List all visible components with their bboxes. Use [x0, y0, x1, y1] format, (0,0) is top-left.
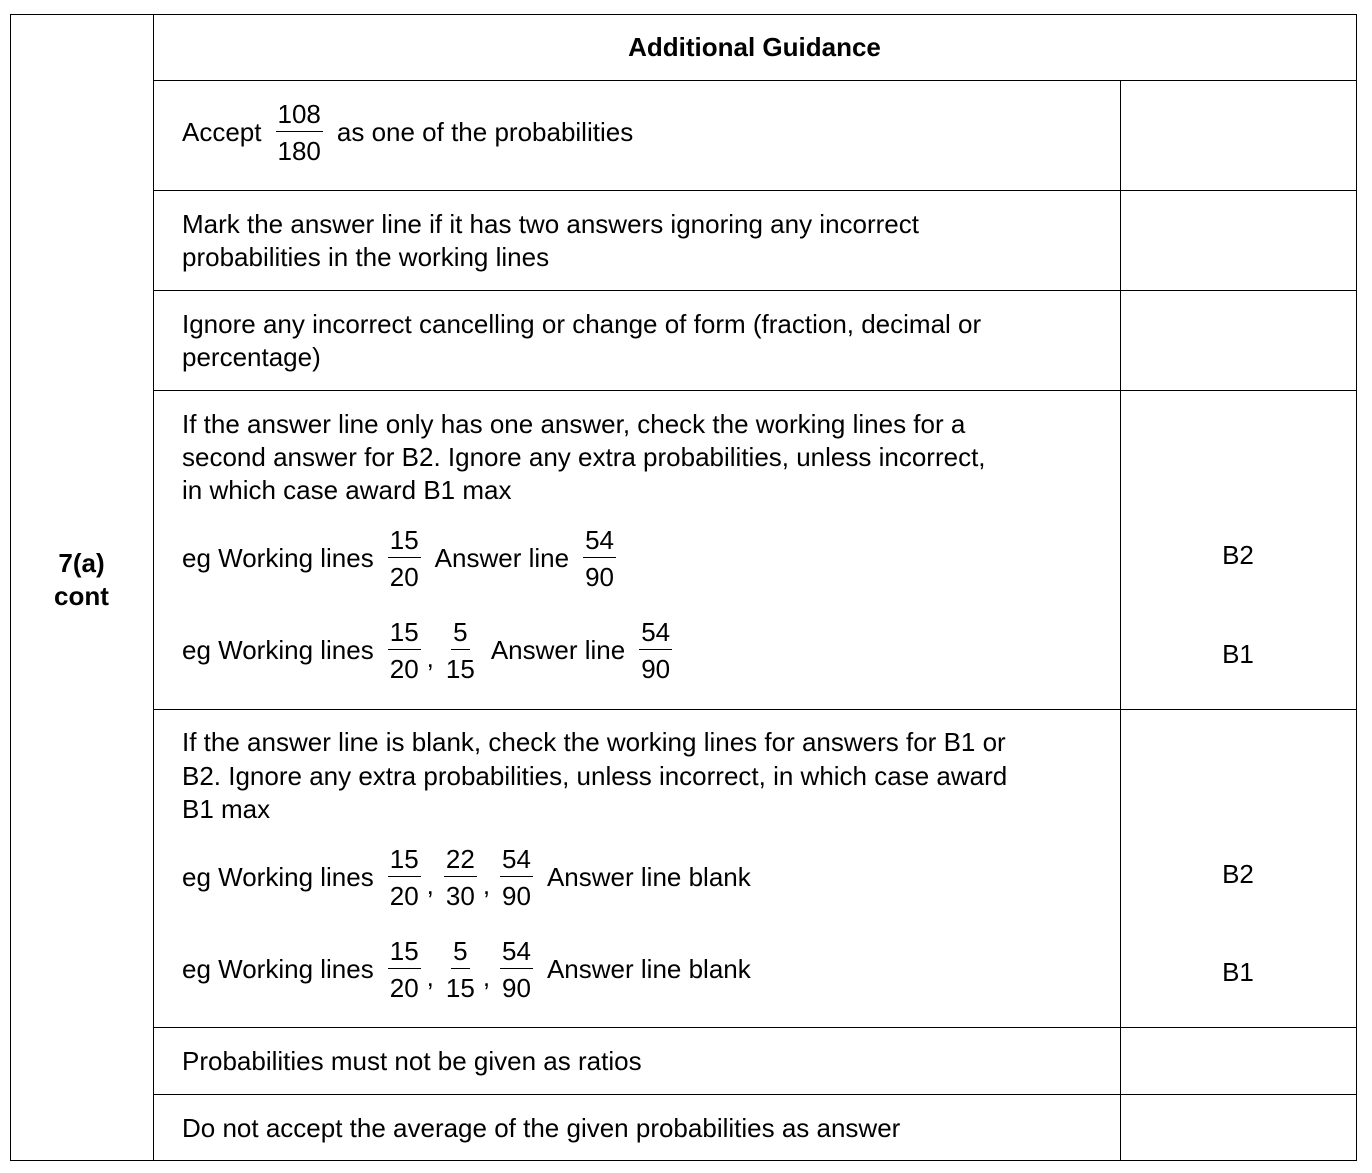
- guidance-text: Mark the answer line if it has two answers ignoring any incorrect: [182, 209, 919, 239]
- working-fraction: $\frac{15}{20}$: [389, 617, 419, 684]
- row-divider: [153, 1094, 1357, 1095]
- answer-label: Answer line: [434, 543, 570, 573]
- fraction-108-180: $\frac{108}{180}$: [277, 99, 321, 166]
- mark-b1: B1: [1222, 957, 1254, 987]
- mark-b2: B2: [1222, 859, 1254, 889]
- answer-label: Answer line blank: [546, 954, 751, 984]
- working-fraction: $\frac{54}{90}$: [502, 844, 531, 911]
- accept-label: Accept: [182, 117, 262, 147]
- example-prefix: eg Working lines: [182, 543, 374, 573]
- guidance-text: B2. Ignore any extra probabilities, unless incorrect, in which case award: [182, 761, 1008, 791]
- working-fraction: $\frac{54}{90}$: [502, 936, 531, 1003]
- working-fraction: $\frac{5}{15}$: [445, 936, 475, 1003]
- working-fraction: $\frac{5}{15}$: [445, 617, 475, 684]
- example-prefix: eg Working lines: [182, 954, 374, 984]
- answer-label: Answer line: [490, 635, 626, 665]
- answer-fraction: $\frac{54}{90}$: [641, 617, 671, 684]
- example-row: eg Working lines $\frac{15}{20}$ , $\frac{22}{30}$ , $\frac{54}{90}$ Answer line blank: [182, 844, 751, 911]
- guidance-text: in which case award B1 max: [182, 475, 512, 505]
- row-divider: [153, 190, 1357, 191]
- working-fraction: $\frac{15}{20}$: [389, 844, 419, 911]
- column-divider-mark: [1120, 80, 1121, 1161]
- example-prefix: eg Working lines: [182, 635, 374, 665]
- guidance-text: Ignore any incorrect cancelling or change of form (fraction, decimal or: [182, 309, 982, 339]
- guidance-text: If the answer line only has one answer, check the working lines for a: [182, 409, 966, 439]
- example-row: eg Working lines $\frac{15}{20}$ , $\frac{5}{15}$ , $\frac{54}{90}$ Answer line blank: [182, 936, 751, 1003]
- mark-b1: B1: [1222, 639, 1254, 669]
- guidance-text: Probabilities must not be given as ratios: [182, 1046, 642, 1076]
- row-divider: [153, 390, 1357, 391]
- question-cont: cont: [54, 581, 109, 611]
- guidance-text: percentage): [182, 342, 321, 372]
- accept-text: as one of the probabilities: [336, 117, 634, 147]
- answer-label: Answer line blank: [546, 862, 751, 892]
- mark-b2: B2: [1222, 540, 1254, 570]
- guidance-text: If the answer line is blank, check the working lines for answers for B1 or: [182, 727, 1006, 757]
- working-fraction: $\frac{15}{20}$: [389, 525, 419, 592]
- working-fraction: $\frac{22}{30}$: [445, 844, 475, 911]
- table-border-bottom: [10, 1160, 1357, 1161]
- example-prefix: eg Working lines: [182, 862, 374, 892]
- table-border-top: [10, 14, 1357, 15]
- question-number: 7(a): [58, 548, 105, 578]
- guidance-text: probabilities in the working lines: [182, 242, 550, 272]
- row-divider: [153, 290, 1357, 291]
- guidance-text: second answer for B2. Ignore any extra probabilities, unless incorrect,: [182, 442, 986, 472]
- row-divider: [153, 1027, 1357, 1028]
- guidance-row-accept: [182, 101, 633, 164]
- example-row: [182, 527, 622, 590]
- header-title: Additional Guidance: [628, 32, 881, 62]
- row-divider: [153, 709, 1357, 710]
- working-fraction: $\frac{15}{20}$: [389, 936, 419, 1003]
- row-divider: [153, 80, 1357, 81]
- answer-fraction: $\frac{54}{90}$: [585, 525, 614, 592]
- table-border-right: [1356, 14, 1357, 1161]
- example-row: eg Working lines $\frac{15}{20}$ , $\frac{5}{15}$ Answer line $\frac{54}{90}$: [182, 617, 671, 684]
- guidance-text: B1 max: [182, 794, 271, 824]
- column-divider-question: [153, 14, 154, 1161]
- guidance-text: Do not accept the average of the given probabilities as answer: [182, 1113, 901, 1143]
